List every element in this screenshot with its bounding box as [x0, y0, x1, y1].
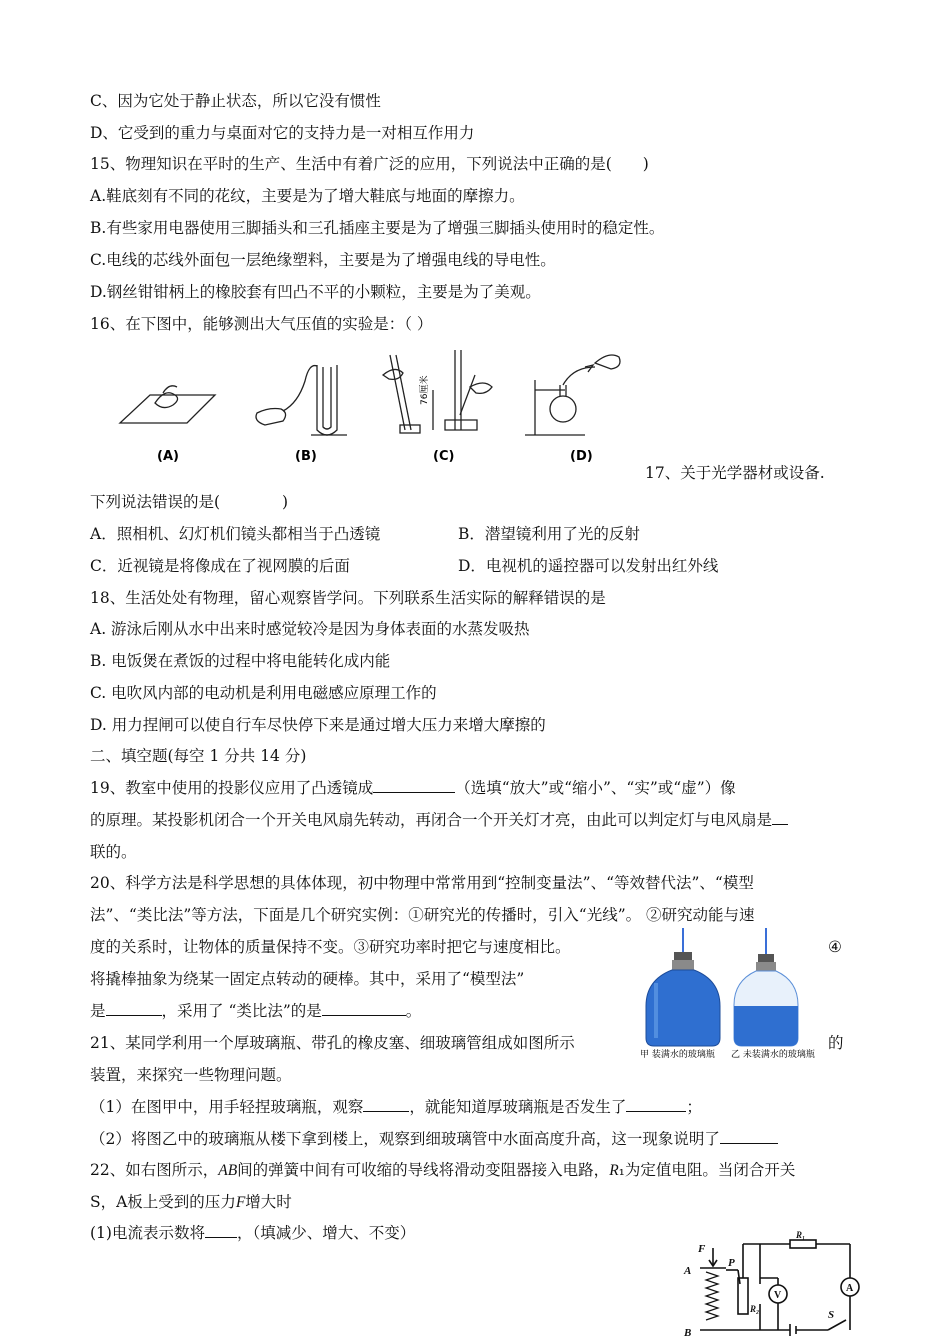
q17-stem-start: 17、关于光学器材或设备. — [645, 464, 825, 482]
label-jia: 甲 装满水的玻璃瓶 — [640, 1050, 715, 1060]
q19-text-3: 的原理。某投影机闭合一个开关电风扇先转动，再闭合一个开关灯才亮，由此可以判定灯与电风扇是 — [90, 811, 773, 829]
q18-option-b: B. 电饭煲在煮饭的过程中将电能转化成内能 — [90, 652, 391, 670]
q18-option-d: D. 用力捏闸可以使自行车尽快停下来是通过增大压力来增大摩擦的 — [90, 716, 546, 734]
label-f: F — [698, 1243, 706, 1255]
q22-f: F — [235, 1194, 246, 1211]
experiment-a-diagram — [120, 386, 215, 423]
q21-line-3 — [90, 1096, 702, 1118]
experiment-d-diagram — [525, 355, 620, 435]
q19-blank-2[interactable] — [772, 810, 788, 825]
label-p: P — [728, 1257, 735, 1269]
ammeter-symbol: A — [846, 1283, 854, 1294]
q22-ab: AB — [218, 1162, 238, 1179]
bottle-full-diagram — [646, 928, 720, 1046]
q18-stem: 18、生活处处有物理，留心观察皆学问。下列联系生活实际的解释错误的是 — [90, 589, 606, 607]
q19-blank-1[interactable] — [373, 778, 455, 793]
q14-option-c: C、因为它处于静止状态，所以它没有惯性 — [90, 92, 381, 110]
q20-text-3: 。 — [405, 1002, 422, 1020]
q22-text-2: 间的弹簧中间有可收缩的导线将滑动变阻器接入电路， — [237, 1161, 610, 1179]
q21-line-1: 21、某同学利用一个厚玻璃瓶、带孔的橡皮塞、细玻璃管组成如图所示 — [90, 1034, 575, 1052]
q21-text-2: ，就能知道厚玻璃瓶是否发生了 — [409, 1098, 627, 1116]
label-plate-a: A — [684, 1265, 692, 1277]
q15-option-b: B.有些家用电器使用三脚插头和三孔插座主要是为了增强三脚插头使用时的稳定性。 — [90, 219, 665, 237]
q21-line-1-end: 的 — [828, 1034, 844, 1052]
q21-blank-1[interactable] — [363, 1097, 409, 1112]
label-r2: R₂ — [750, 1304, 760, 1314]
label-plate-b: B — [684, 1327, 692, 1339]
bottle-partial-diagram — [734, 928, 798, 1046]
q19-text-2: （选填“放大”或“缩小”、“实”或“虚”）像 — [455, 779, 736, 797]
q15-option-d: D.钢丝钳钳柄上的橡胶套有凹凸不平的小颗粒，主要是为了美观。 — [90, 283, 541, 301]
q21-blank-2[interactable] — [626, 1097, 686, 1112]
q19-line-3: 联的。 — [90, 843, 137, 861]
q22-blank-1[interactable] — [205, 1223, 237, 1238]
q14-option-d: D、它受到的重力与桌面对它的支持力是一对相互作用力 — [90, 124, 475, 142]
q19-text-1: 19、教室中使用的投影仪应用了凸透镜成 — [90, 779, 374, 797]
q20-line-5 — [90, 1000, 421, 1022]
q20-text-2: ，采用了 “类比法”的是 — [161, 1002, 322, 1020]
voltmeter-symbol: V — [774, 1290, 782, 1301]
q22-text-4: S，A板上受到的压力 — [90, 1193, 236, 1211]
section-2-heading: 二、填空题(每空 1 分共 14 分) — [90, 747, 307, 765]
q20-line-2: 法”、“类比法”等方法，下面是几个研究实例：①研究光的传播时，引入“光线”。 ②研究动能与速 — [90, 906, 755, 924]
q22-text-1: 22、如右图所示， — [90, 1161, 219, 1179]
experiment-c-diagram — [383, 350, 492, 433]
q21-text-1: （1）在图甲中，用手轻捏玻璃瓶，观察 — [90, 1098, 364, 1116]
q21-text-3: ； — [686, 1098, 702, 1116]
q20-blank-1[interactable] — [106, 1001, 162, 1016]
label-b: (B) — [295, 449, 317, 464]
q18-option-c: C. 电吹风内部的电动机是利用电磁感应原理工作的 — [90, 684, 437, 702]
label-yi: 乙 未装满水的玻璃瓶 — [731, 1050, 815, 1060]
q17-stem-end: 下列说法错误的是( ) — [90, 493, 289, 511]
q22-circuit-figure — [678, 1230, 858, 1340]
label-a: (A) — [157, 449, 179, 464]
q21-bottle-figure — [636, 928, 818, 1060]
q20-marker-4: ④ — [828, 938, 842, 956]
q20-line-4: 将撬棒抽象为绕某一固定点转动的硬棒。其中，采用了“模型法” — [90, 970, 525, 988]
q20-line-1: 20、科学方法是科学思想的具体体现，初中物理中常常用到“控制变量法”、“等效替代法”、“模型 — [90, 874, 754, 892]
q19-line-2 — [90, 809, 788, 831]
q20-text-1: 是 — [90, 1002, 106, 1020]
q21-line-2: 装置，来探究一些物理问题。 — [90, 1066, 292, 1084]
q16-stem: 16、在下图中，能够测出大气压值的实验是：（ ） — [90, 315, 433, 333]
label-r1: R₁ — [796, 1230, 806, 1240]
q22-line-3 — [90, 1222, 415, 1244]
q20-blank-2[interactable] — [322, 1001, 406, 1016]
q17-option-b: B．潜望镜利用了光的反射 — [458, 525, 640, 543]
height-label: 76厘米 — [420, 375, 430, 405]
q22-line-1 — [90, 1159, 795, 1182]
q22-line-2 — [90, 1191, 292, 1214]
experiment-b-diagram — [256, 365, 347, 435]
q22-text-6: (1)电流表示数将 — [90, 1224, 205, 1242]
q22-text-3: ₁为定值电阻。当闭合开关 — [618, 1161, 796, 1179]
q22-r: R — [609, 1162, 619, 1179]
q17-option-a: A．照相机、幻灯机们镜头都相当于凸透镜 — [90, 525, 381, 543]
label-d: (D) — [570, 449, 593, 464]
q22-text-5: 增大时 — [245, 1193, 292, 1211]
label-c: (C) — [433, 449, 455, 464]
q21-text-4: （2）将图乙中的玻璃瓶从楼下拿到楼上，观察到细玻璃管中水面高度升高，这一现象说明了 — [90, 1130, 720, 1148]
q17-option-d: D．电视机的遥控器可以发射出红外线 — [458, 557, 719, 575]
q16-experiment-figure — [115, 345, 635, 470]
q21-line-4 — [90, 1128, 778, 1150]
label-s: S — [828, 1309, 835, 1321]
q22-text-7: ，（填减少、增大、不变） — [236, 1224, 416, 1242]
q21-blank-3[interactable] — [720, 1129, 778, 1144]
q17-option-c: C．近视镜是将像成在了视网膜的后面 — [90, 557, 350, 575]
q19-line-1 — [90, 777, 736, 799]
q15-stem: 15、物理知识在平时的生产、生活中有着广泛的应用，下列说法中正确的是( ) — [90, 155, 649, 173]
q20-line-3: 度的关系时，让物体的质量保持不变。③研究功率时把它与速度相比。 — [90, 938, 571, 956]
q18-option-a: A. 游泳后刚从水中出来时感觉较冷是因为身体表面的水蒸发吸热 — [90, 620, 530, 638]
q15-option-c: C.电线的芯线外面包一层绝缘塑料，主要是为了增强电线的导电性。 — [90, 251, 556, 269]
q15-option-a: A.鞋底刻有不同的花纹，主要是为了增大鞋底与地面的摩擦力。 — [90, 187, 525, 205]
